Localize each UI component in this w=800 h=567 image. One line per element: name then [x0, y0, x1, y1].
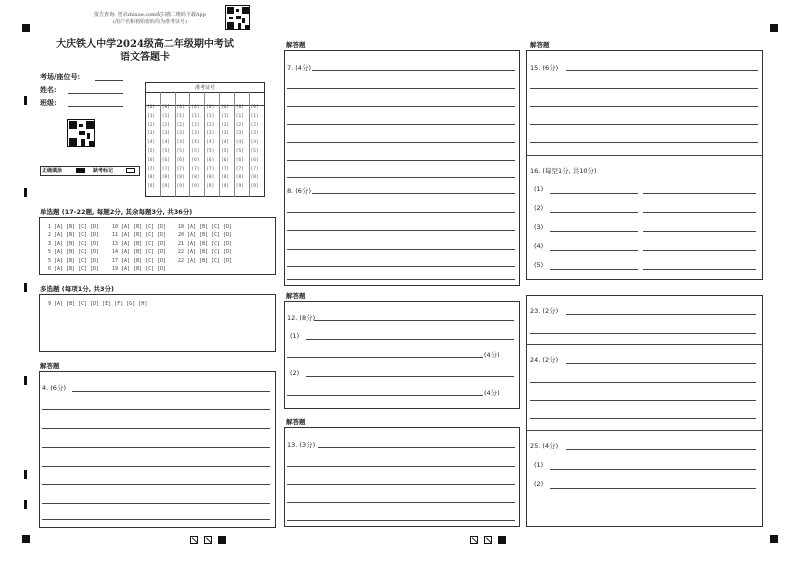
exam-grid-column-divider	[204, 92, 205, 197]
single-choice-item[interactable]: 22 [A] [B] [C] [D]	[178, 257, 233, 264]
exam-digit-bubble[interactable]: [2]	[176, 122, 185, 128]
multi-choice-title: 多选题 (每项1分, 共3分)	[40, 285, 114, 293]
exam-digit-bubble[interactable]: [2]	[221, 122, 230, 128]
exam-digit-bubble[interactable]: [0]	[250, 105, 259, 110]
exam-digit-bubble[interactable]: [9]	[176, 184, 185, 190]
single-choice-item[interactable]: 11 [A] [B] [C] [D]	[112, 232, 167, 239]
single-choice-item[interactable]: 20 [A] [B] [C] [D]	[178, 232, 233, 239]
q12-part-1: (1)	[290, 332, 300, 340]
footer-mark	[470, 536, 478, 544]
footer-mark	[204, 536, 212, 544]
q12-label: 12. (8分)	[287, 314, 316, 322]
answer-line[interactable]	[643, 231, 756, 232]
exam-grid-column-divider	[160, 92, 161, 197]
exam-digit-bubble[interactable]: [9]	[221, 184, 230, 190]
answer-line[interactable]	[312, 70, 515, 71]
exam-digit-bubble[interactable]: [8]	[206, 175, 215, 181]
answer-line[interactable]	[643, 193, 756, 194]
answer-line[interactable]	[287, 279, 515, 280]
single-choice-item[interactable]: 1 [A] [B] [C] [D]	[48, 224, 100, 230]
answer-line[interactable]	[42, 466, 270, 467]
single-choice-item[interactable]: 18 [A] [B] [C] [D]	[178, 224, 233, 230]
exam-digit-bubble[interactable]: [4]	[161, 140, 170, 146]
single-choice-item[interactable]: 2 [A] [B] [C] [D]	[48, 232, 100, 239]
room-seat-label: 考场/座位号:	[40, 72, 81, 81]
exam-grid-column-divider	[234, 92, 235, 197]
answer-line[interactable]	[287, 395, 483, 396]
exam-digit-bubble[interactable]: [0]	[147, 105, 156, 110]
exam-digit-bubble[interactable]: [3]	[206, 131, 215, 137]
q4-label: 4. (6分)	[42, 384, 66, 392]
answer-line[interactable]	[550, 231, 638, 232]
answer-line[interactable]	[42, 484, 270, 485]
answer-line[interactable]	[287, 88, 515, 89]
single-choice-item[interactable]: 21 [A] [B] [C] [D]	[178, 240, 233, 247]
answer-line[interactable]	[550, 469, 756, 470]
q23-q25-box	[526, 295, 763, 527]
exam-digit-bubble[interactable]: [1]	[250, 113, 259, 119]
side-mark	[24, 500, 27, 509]
single-choice-item[interactable]: 14 [A] [B] [C] [D]	[112, 249, 167, 256]
exam-digit-bubble[interactable]: [3]	[235, 131, 244, 137]
exam-digit-bubble[interactable]: [0]	[221, 105, 230, 110]
footer-mark	[190, 536, 198, 544]
exam-digit-bubble[interactable]: [3]	[147, 131, 156, 137]
notice-line-2: (用户名和初始密码均为准考证号)	[113, 19, 187, 25]
name-field[interactable]	[68, 93, 123, 94]
answer-line[interactable]	[566, 314, 756, 315]
answer-line[interactable]	[312, 193, 515, 194]
q25-part-label: (2)	[534, 480, 544, 488]
multi-choice-row[interactable]: 9 [A] [B] [C] [D] [E] [F] [G] [H]	[48, 301, 148, 307]
q13-box	[284, 427, 520, 527]
exam-digit-bubble[interactable]: [1]	[161, 113, 170, 119]
exam-digit-bubble[interactable]: [8]	[221, 175, 230, 181]
side-mark	[24, 96, 27, 105]
exam-digit-bubble[interactable]: [2]	[191, 122, 200, 128]
answer-line[interactable]	[314, 320, 514, 321]
exam-digit-bubble[interactable]: [0]	[161, 105, 170, 110]
room-seat-field[interactable]	[95, 80, 123, 81]
exam-digit-bubble[interactable]: [4]	[147, 140, 156, 146]
single-choice-item[interactable]: 6 [A] [B] [C] [D]	[48, 266, 100, 272]
q12-part-2: (2)	[290, 369, 300, 377]
exam-digit-bubble[interactable]: [8]	[147, 175, 156, 181]
q23-q24-divider	[526, 344, 763, 345]
exam-digit-bubble[interactable]: [3]	[161, 131, 170, 137]
exam-digit-bubble[interactable]: [1]	[235, 113, 244, 119]
exam-digit-bubble[interactable]: [9]	[161, 184, 170, 190]
single-choice-title: 单选题 (17-22题, 每题2分, 其余每题3分, 共36分)	[40, 208, 193, 216]
exam-digit-bubble[interactable]: [4]	[235, 140, 244, 146]
answer-section-title: 解答题	[530, 41, 550, 49]
q24-label: 24. (2分)	[530, 356, 559, 364]
registration-mark-bottom-right	[770, 535, 778, 543]
qr-code-top	[225, 5, 250, 30]
answer-line[interactable]	[530, 382, 756, 383]
exam-digit-bubble[interactable]: [5]	[176, 149, 185, 154]
answer-line[interactable]	[566, 363, 756, 364]
exam-digit-bubble[interactable]: [1]	[176, 113, 185, 119]
answer-section-title: 解答题	[286, 418, 306, 426]
exam-digit-bubble[interactable]: [0]	[176, 105, 185, 110]
answer-line[interactable]	[530, 106, 758, 107]
answer-line[interactable]	[42, 428, 270, 429]
side-mark	[24, 283, 27, 292]
answer-line[interactable]	[318, 447, 515, 448]
answer-section-title: 解答题	[40, 362, 60, 370]
q25-label: 25. (4分)	[530, 442, 559, 450]
registration-mark-top-right	[770, 24, 778, 32]
exam-digit-bubble[interactable]: [5]	[250, 149, 259, 154]
answer-line[interactable]	[42, 503, 270, 504]
answer-line[interactable]	[550, 250, 638, 251]
exam-digit-bubble[interactable]: [8]	[191, 175, 200, 181]
q15-label: 15. (6分)	[530, 64, 559, 72]
exam-digit-bubble[interactable]: [7]	[235, 166, 244, 172]
q25-part-label: (1)	[534, 461, 544, 469]
answer-line[interactable]	[530, 333, 756, 334]
exam-digit-bubble[interactable]: [8]	[235, 175, 244, 181]
answer-section-title: 解答题	[286, 41, 306, 49]
q12-score-2: (4分)	[484, 389, 500, 397]
footer-mark	[218, 536, 226, 544]
exam-digit-bubble[interactable]: [6]	[250, 157, 259, 163]
name-label: 姓名:	[40, 85, 57, 94]
exam-digit-bubble[interactable]: [0]	[206, 105, 215, 110]
single-choice-item[interactable]: 19 [A] [B] [C] [D]	[112, 266, 167, 272]
q16-part-label: (4)	[534, 242, 544, 250]
exam-digit-bubble[interactable]: [5]	[206, 149, 215, 154]
exam-digit-bubble[interactable]: [2]	[250, 122, 259, 128]
exam-digit-bubble[interactable]: [8]	[250, 175, 259, 181]
class-label: 班级:	[40, 98, 57, 107]
answer-line[interactable]	[287, 230, 515, 231]
exam-grid-column-divider	[189, 92, 190, 197]
exam-digit-bubble[interactable]: [3]	[250, 131, 259, 137]
answer-section-title: 解答题	[286, 292, 306, 300]
card-title: 语文答题卡	[120, 52, 170, 63]
exam-digit-bubble[interactable]: [1]	[147, 113, 156, 119]
answer-line[interactable]	[42, 447, 270, 448]
answer-line[interactable]	[530, 400, 756, 401]
exam-digit-bubble[interactable]: [7]	[161, 166, 170, 172]
exam-digit-bubble[interactable]: [5]	[161, 149, 170, 154]
answer-line[interactable]	[287, 106, 515, 107]
single-choice-item[interactable]: 13 [A] [B] [C] [D]	[112, 240, 167, 247]
answer-line[interactable]	[643, 269, 756, 270]
exam-digit-bubble[interactable]: [5]	[147, 149, 156, 154]
single-choice-item[interactable]: 17 [A] [B] [C] [D]	[112, 257, 167, 264]
answer-line[interactable]	[287, 502, 515, 503]
answer-line[interactable]	[566, 449, 756, 450]
fill-correct-sample	[76, 168, 85, 173]
answer-line[interactable]	[566, 70, 758, 71]
answer-line[interactable]	[287, 520, 515, 521]
exam-digit-bubble[interactable]: [2]	[147, 122, 156, 128]
qr-code-candidate	[67, 119, 95, 147]
answer-line[interactable]	[550, 212, 638, 213]
exam-digit-bubble[interactable]: [1]	[221, 113, 230, 119]
answer-line[interactable]	[287, 266, 515, 267]
exam-digit-bubble[interactable]: [8]	[176, 175, 185, 181]
answer-line[interactable]	[287, 249, 515, 250]
exam-digit-bubble[interactable]: [6]	[235, 157, 244, 163]
exam-digit-bubble[interactable]: [1]	[191, 113, 200, 119]
exam-digit-bubble[interactable]: [9]	[235, 184, 244, 190]
q12-score-1: (4分)	[484, 351, 500, 359]
exam-digit-bubble[interactable]: [4]	[176, 140, 185, 146]
answer-line[interactable]	[42, 409, 270, 410]
exam-digit-bubble[interactable]: [9]	[191, 184, 200, 190]
exam-digit-bubble[interactable]: [1]	[206, 113, 215, 119]
answer-line[interactable]	[287, 160, 515, 161]
exam-digit-bubble[interactable]: [7]	[147, 166, 156, 172]
exam-digit-bubble[interactable]: [6]	[176, 157, 185, 163]
q15-q16-box	[526, 50, 763, 280]
absent-label: 缺考标记	[93, 168, 114, 174]
answer-line[interactable]	[530, 124, 758, 125]
exam-digit-bubble[interactable]: [3]	[176, 131, 185, 137]
side-mark	[24, 376, 27, 385]
class-field[interactable]	[68, 106, 123, 107]
q7-q8-box	[284, 50, 520, 286]
exam-digit-bubble[interactable]: [4]	[221, 140, 230, 146]
q8-label: 8. (6分)	[287, 187, 311, 195]
answer-line[interactable]	[287, 212, 515, 213]
exam-digit-bubble[interactable]: [9]	[147, 184, 156, 190]
exam-digit-bubble[interactable]: [8]	[161, 175, 170, 181]
exam-digit-bubble[interactable]: [7]	[176, 166, 185, 172]
answer-line[interactable]	[550, 193, 638, 194]
exam-digit-bubble[interactable]: [5]	[235, 149, 244, 154]
exam-digit-bubble[interactable]: [7]	[206, 166, 215, 172]
answer-line[interactable]	[287, 177, 515, 178]
single-choice-item[interactable]: 3 [A] [B] [C] [D]	[48, 240, 100, 247]
exam-digit-bubble[interactable]: [9]	[250, 184, 259, 190]
exam-digit-bubble[interactable]: [6]	[147, 157, 156, 163]
footer-mark	[498, 536, 506, 544]
q4-box	[39, 371, 276, 528]
answer-line[interactable]	[530, 142, 758, 143]
answer-line[interactable]	[530, 418, 756, 419]
exam-digit-bubble[interactable]: [6]	[206, 157, 215, 163]
answer-line[interactable]	[287, 484, 515, 485]
q16-part-label: (3)	[534, 223, 544, 231]
exam-digit-bubble[interactable]: [4]	[250, 140, 259, 146]
single-choice-item[interactable]: 10 [A] [B] [C] [D]	[112, 224, 167, 230]
exam-grid-column-divider	[219, 92, 220, 197]
side-mark	[24, 188, 27, 197]
answer-line[interactable]	[306, 339, 514, 340]
answer-line[interactable]	[287, 466, 515, 467]
q13-label: 13. (3分)	[287, 441, 316, 449]
q24-q25-divider	[526, 430, 763, 431]
answer-line[interactable]	[530, 88, 758, 89]
exam-digit-bubble[interactable]: [9]	[206, 184, 215, 190]
exam-digit-bubble[interactable]: [5]	[221, 149, 230, 154]
q16-part-label: (5)	[534, 261, 544, 269]
fill-correct-label: 正确填涂	[42, 168, 63, 174]
notice-line-1: 报告查询: 登录zhixue.com或扫描二维码下载App	[94, 12, 206, 18]
exam-digit-bubble[interactable]: [4]	[191, 140, 200, 146]
footer-mark	[484, 536, 492, 544]
single-choice-item[interactable]: 5 [A] [B] [C] [D]	[48, 257, 100, 264]
registration-mark-top-left	[22, 24, 30, 32]
exam-digit-bubble[interactable]: [6]	[191, 157, 200, 163]
answer-line[interactable]	[550, 269, 638, 270]
exam-digit-bubble[interactable]: [4]	[206, 140, 215, 146]
absent-checkbox[interactable]	[126, 168, 135, 173]
side-mark	[24, 470, 27, 479]
answer-line[interactable]	[287, 357, 483, 358]
exam-grid-column-divider	[175, 92, 176, 197]
answer-line[interactable]	[550, 488, 756, 489]
answer-line[interactable]	[287, 124, 515, 125]
answer-line[interactable]	[643, 212, 756, 213]
registration-mark-bottom-left	[22, 535, 30, 543]
single-choice-item[interactable]: 22 [A] [B] [C] [D]	[178, 249, 233, 256]
exam-number-label: 准考证号	[146, 83, 264, 93]
exam-digit-bubble[interactable]: [0]	[235, 105, 244, 110]
exam-digit-bubble[interactable]: [0]	[191, 105, 200, 110]
q15-q16-divider	[526, 155, 763, 156]
exam-digit-bubble[interactable]: [2]	[161, 122, 170, 128]
exam-digit-bubble[interactable]: [5]	[191, 149, 200, 154]
exam-digit-bubble[interactable]: [2]	[206, 122, 215, 128]
school-title: 大庆铁人中学2024级高二年级期中考试	[56, 39, 234, 50]
exam-digit-bubble[interactable]: [2]	[235, 122, 244, 128]
answer-line[interactable]	[72, 391, 270, 392]
q23-label: 23. (2分)	[530, 307, 559, 315]
answer-line[interactable]	[306, 376, 514, 377]
exam-grid-column-divider	[249, 92, 250, 197]
exam-digit-bubble[interactable]: [6]	[221, 157, 230, 163]
exam-digit-bubble[interactable]: [7]	[221, 166, 230, 172]
q16-part-label: (1)	[534, 185, 544, 193]
answer-line[interactable]	[287, 142, 515, 143]
exam-digit-bubble[interactable]: [7]	[191, 166, 200, 172]
exam-digit-bubble[interactable]: [7]	[250, 166, 259, 172]
q7-label: 7. (4分)	[287, 64, 311, 72]
answer-line[interactable]	[42, 519, 270, 520]
exam-digit-bubble[interactable]: [3]	[221, 131, 230, 137]
single-choice-item[interactable]: 5 [A] [B] [C] [D]	[48, 249, 100, 256]
exam-digit-bubble[interactable]: [6]	[161, 157, 170, 163]
exam-digit-bubble[interactable]: [3]	[191, 131, 200, 137]
q16-part-label: (2)	[534, 204, 544, 212]
q16-label: 16. (每空1分, 共10分)	[530, 167, 597, 175]
answer-line[interactable]	[643, 250, 756, 251]
